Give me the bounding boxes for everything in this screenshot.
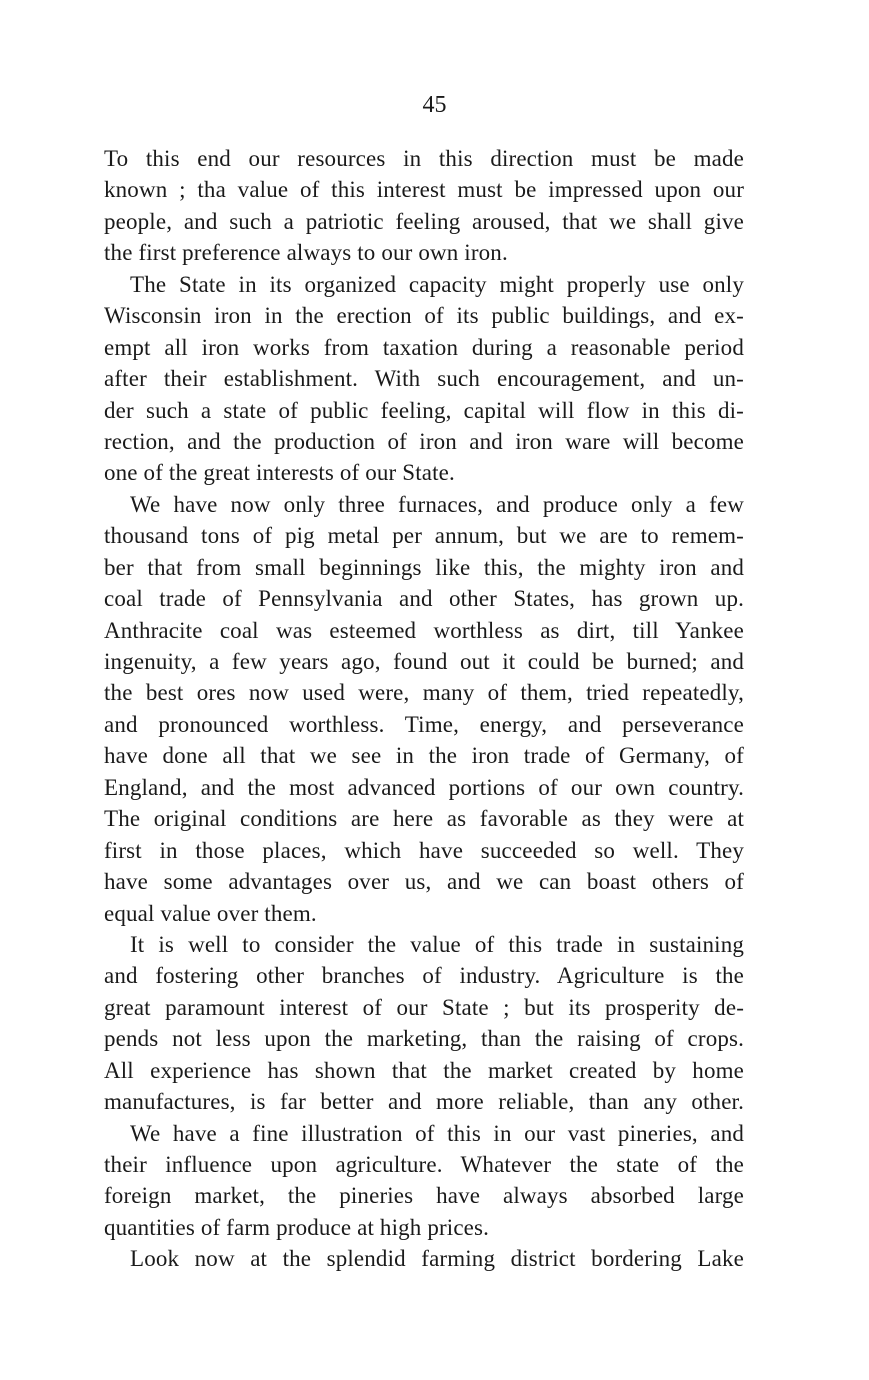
text-line: der such a state of public feeling, capital will flow in this di- <box>104 397 744 423</box>
text-line: have some advantages over us, and we can boast others of <box>104 869 744 895</box>
text-line: coal trade of Pennsylvania and other States, has grown up. <box>104 586 744 612</box>
text-line: after their establishment. With such encouragement, and un- <box>104 366 744 392</box>
page-number: 45 <box>422 92 447 118</box>
text-line: their influence upon agriculture. Whatever the state of the <box>104 1152 744 1177</box>
text-line: thousand tons of pig metal per annum, but we are to remem- <box>104 523 744 549</box>
text-line: people, and such a patriotic feeling aroused, that we shall give <box>104 208 744 234</box>
text-line: pends not less upon the marketing, than the raising of crops. <box>104 1026 744 1052</box>
text-line: The original conditions are here as favorable as they were at <box>104 806 744 832</box>
text-line: manufactures, is far better and more reliable, than any other. <box>104 1089 744 1115</box>
text-line: Wisconsin iron in the erection of its public buildings, and ex- <box>104 303 744 329</box>
text-line: rection, and the production of iron and iron ware will become <box>104 428 744 454</box>
text-line: have done all that we see in the iron trade of Germany, of <box>104 743 744 769</box>
body-text <box>104 143 744 1275</box>
text-line: To this end our resources in this direction must be made <box>104 146 744 171</box>
text-line: ingenuity, a few years ago, found out it could be burned; and <box>104 649 744 674</box>
text-line: great paramount interest of our State ; but its prosperity de- <box>104 994 744 1020</box>
text-line: quantities of farm produce at high prices. <box>104 1214 490 1240</box>
text-line: It is well to consider the value of this trade in sustaining <box>130 931 744 957</box>
text-line: ber that from small beginnings like this, the mighty iron and <box>104 554 744 580</box>
text-line: The State in its organized capacity might properly use only <box>130 271 744 297</box>
text-line: equal value over them. <box>104 900 317 926</box>
text-line: Anthracite coal was esteemed worthless as dirt, till Yankee <box>104 617 744 643</box>
text-line: first in those places, which have succeeded so well. They <box>104 837 744 863</box>
text-line: England, and the most advanced portions of our own country. <box>104 774 744 800</box>
text-line: Look now at the splendid farming district bordering Lake <box>130 1246 744 1272</box>
text-line: and fostering other branches of industry. Agriculture is the <box>104 963 744 989</box>
text-line: and pronounced worthless. Time, energy, and perseverance <box>104 711 744 737</box>
text-line: the best ores now used were, many of them, tried repeatedly, <box>104 680 744 706</box>
text-line: one of the great interests of our State. <box>104 460 455 486</box>
text-line: We have now only three furnaces, and produce only a few <box>130 491 744 517</box>
text-line: foreign market, the pineries have always absorbed large <box>104 1183 744 1209</box>
text-line: the first preference always to our own iron. <box>104 240 508 266</box>
text-line: We have a fine illustration of this in our vast pineries, and <box>130 1120 744 1146</box>
text-line: known ; tha value of this interest must be impressed upon our <box>104 177 744 203</box>
text-line: All experience has shown that the market created by home <box>104 1057 744 1083</box>
text-line: empt all iron works from taxation during a reasonable period <box>104 334 744 360</box>
